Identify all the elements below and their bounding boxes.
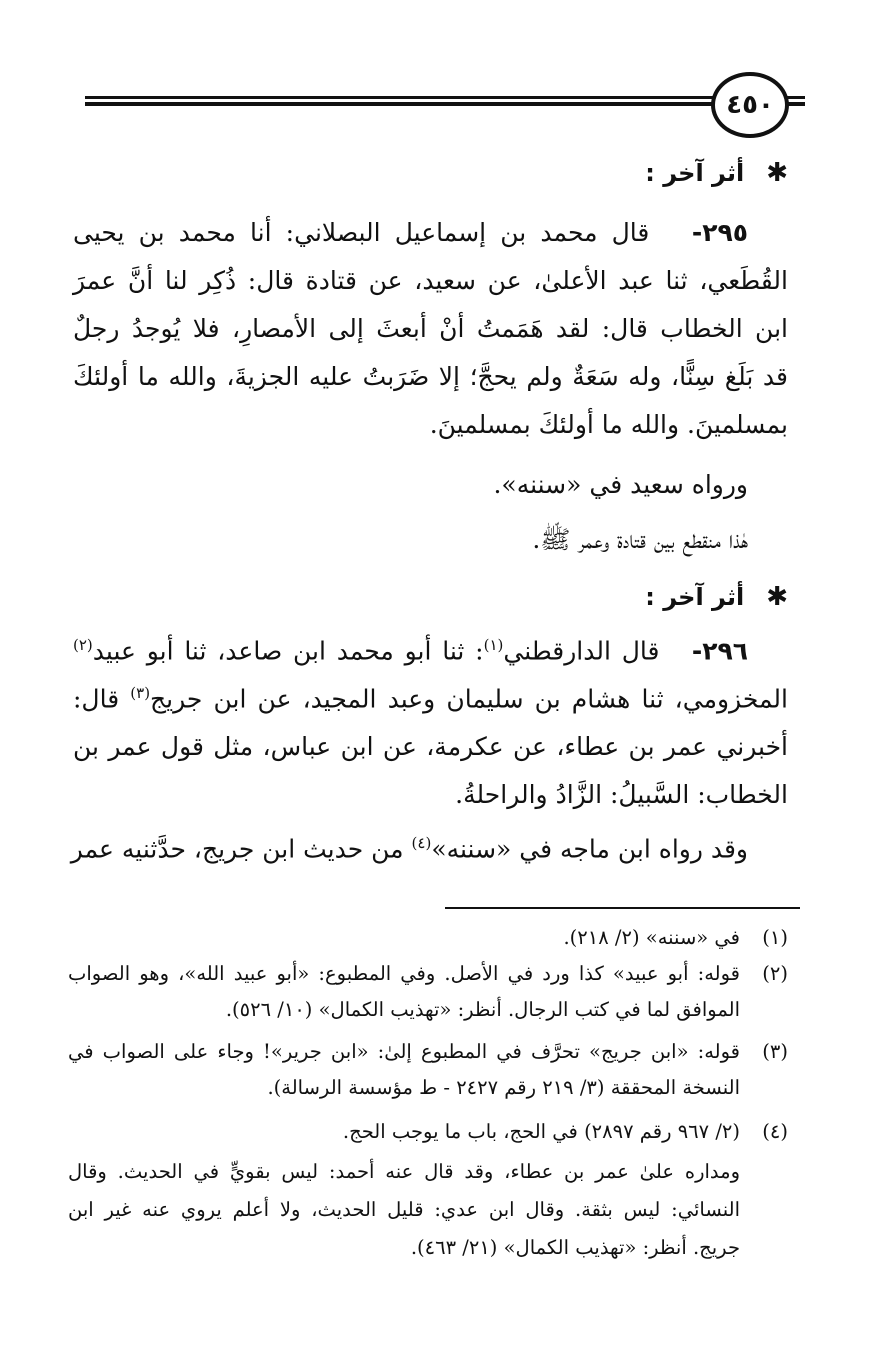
text-line (73, 218, 788, 247)
footnote-ref[interactable]: (٣) (130, 684, 151, 702)
footnote-4-cont (68, 1236, 788, 1266)
text-line: بمسلمينَ. والله ما أولئكَ بمسلمينَ. (429, 410, 788, 439)
text-line: ابن الخطاب قال: لقد هَمَمتُ أنْ أبعثَ إلى الأمصارِ، فلا يُوجدُ رجلٌ (73, 314, 788, 343)
section-heading-text: أثر آخر : (645, 583, 745, 611)
item-number: ٢٩٦- (691, 636, 748, 666)
footnote-text: (٢/ ٩٦٧ رقم ٢٨٩٧) في الحج، باب ما يوجب الحج. (342, 1120, 740, 1143)
text-fragment: المخزومي، ثنا هشام بن سليمان وعبد المجيد، عن ابن جريج (150, 684, 788, 714)
footnote-text: قوله: «ابن جريج» تحرَّف في المطبوع إلىٰ: «ابن جرير»! وجاء على الصواب في (68, 1040, 740, 1063)
text-line-content: قال محمد بن إسماعيل البصلاني: أنا محمد بن يحيى (73, 218, 650, 247)
footnote-ref[interactable]: (٢) (73, 636, 93, 654)
footnote-rule (445, 907, 800, 909)
section-heading-1 (645, 158, 788, 188)
footnote-4 (68, 1120, 788, 1150)
footnote-number: (١) (762, 926, 788, 949)
text-fragment: قال الدارقطني (503, 636, 660, 666)
footnote-2 (68, 962, 788, 992)
text-fragment: قال: (73, 684, 131, 714)
section-heading-2 (645, 582, 788, 612)
footnote-4-cont (68, 1198, 788, 1228)
item-number: ٢٩٥- (691, 218, 748, 247)
text-line: قد بَلَغ سِنًّا، وله سَعَةٌ ولم يحجَّ؛ إلا ضَرَبتُ عليه الجزيةَ، والله ما أولئكَ (73, 362, 788, 391)
text-fragment: وقد رواه ابن ماجه في «سننه» (431, 834, 748, 864)
footnote-1 (68, 926, 788, 956)
text-line (70, 834, 788, 864)
text-line (73, 636, 788, 665)
footnote-number: (٤) (762, 1120, 788, 1143)
text-line (73, 684, 788, 713)
text-line: أخبرني عمر بن عطاء، عن عكرمة، عن ابن عباس، مثل قول عمر بن (73, 732, 788, 761)
footnote-text: قوله: أبو عبيد» كذا ورد في الأصل. وفي المطبوع: «أبو عبيد الله»، وهو الصواب (68, 962, 740, 985)
footnote-number: (٢) (762, 962, 788, 985)
text-line: الخطاب: السَّبيلُ: الزَّادُ والراحلةُ. (455, 780, 788, 809)
footnote-4-cont (68, 1160, 788, 1190)
footnote-text: ومداره علىٰ عمر بن عطاء، وقد قال عنه أحمد: ليس بقويٍّ في الحديث. وقال (68, 1160, 740, 1183)
asterisk-icon: ✱ (766, 158, 788, 188)
footnote-3-cont (68, 1076, 788, 1106)
footnote-ref[interactable]: (٤) (411, 834, 432, 852)
page-number: ٤٥٠ (711, 72, 789, 138)
text-line: ورواه سعيد في «سننه». (493, 470, 748, 499)
text-line: القُطَعي، ثنا عبد الأعلىٰ، عن سعيد، عن قتادة قال: ذُكِر لنا أنَّ عمرَ (73, 266, 788, 295)
asterisk-icon: ✱ (766, 582, 788, 612)
text-fragment: : ثنا أبو محمد ابن صاعد، ثنا أبو عبيد (92, 636, 484, 666)
footnote-text: النسائي: ليس بثقة. وقال ابن عدي: قليل الحديث، ولا أعلم يروي عنه غير ابن (68, 1198, 740, 1221)
footnote-number: (٣) (762, 1040, 788, 1063)
footnote-text: النسخة المحققة (٣/ ٢١٩ رقم ٢٤٢٧ - ط مؤسسة الرسالة). (267, 1076, 740, 1099)
footnote-text: جريج. أنظر: «تهذيب الكمال» (٢١/ ٤٦٣). (410, 1236, 740, 1259)
text-fragment: من حديث ابن جريج، حدَّثنيه عمر (70, 834, 412, 864)
text-line: هٰذا منقطع بين قتادة وعمر ﷺ. (532, 525, 748, 554)
header-rule (85, 96, 725, 108)
footnote-ref[interactable]: (١) (483, 636, 504, 654)
footnote-text: في «سننه» (٢/ ٢١٨). (563, 926, 740, 949)
section-heading-text: أثر آخر : (645, 159, 745, 187)
footnote-2-cont (68, 998, 788, 1028)
footnote-text: الموافق لما في كتب الرجال. أنظر: «تهذيب الكمال» (١٠/ ٥٢٦). (225, 998, 740, 1021)
footnote-3 (68, 1040, 788, 1070)
page-header (85, 68, 805, 138)
